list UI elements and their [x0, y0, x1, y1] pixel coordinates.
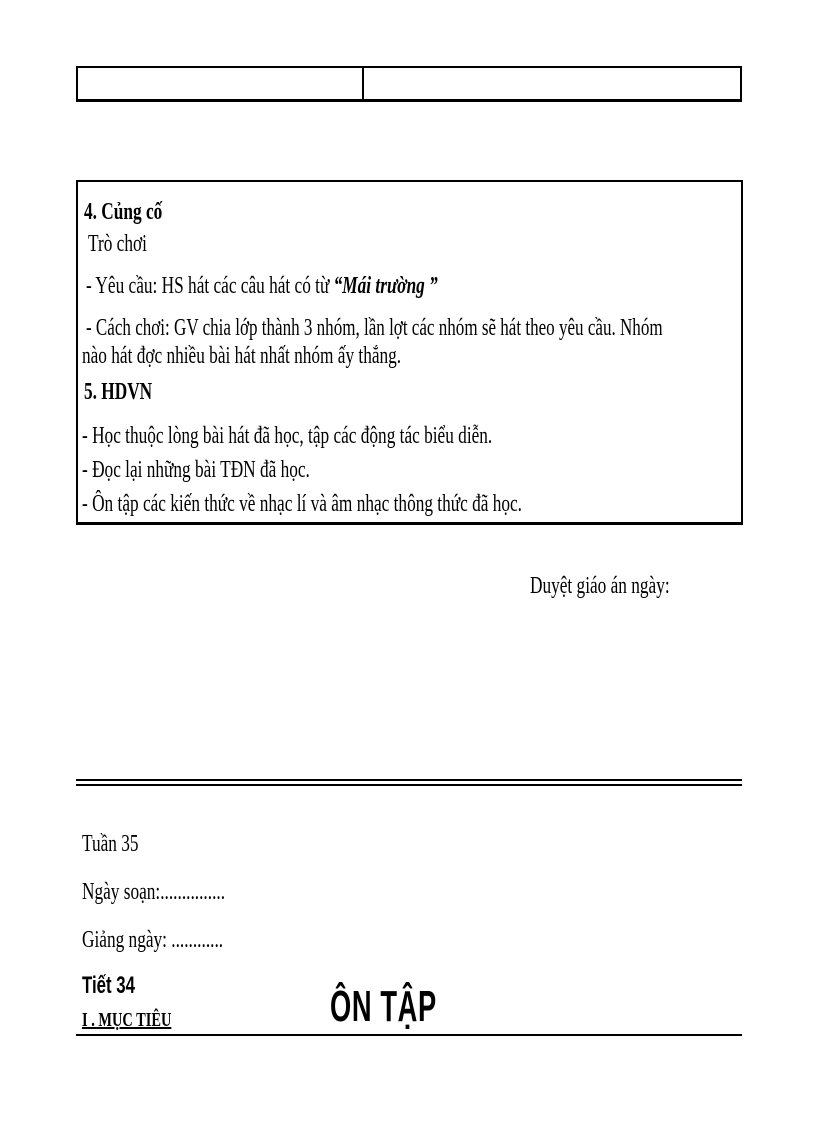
week-label: Tuần 35 [82, 831, 139, 857]
rule-line-2: nào hát đợc nhiều bài hát nhất nhóm ấy thắng. [82, 343, 402, 369]
top-table [76, 66, 742, 102]
requirement-line: - Yêu cầu: HS hát các câu hát có từ “Mái trường ” [86, 273, 438, 299]
lesson-box [76, 180, 743, 525]
divider-rule [76, 779, 742, 781]
period-label: Tiết 34 [82, 972, 135, 999]
table-divider [362, 68, 364, 99]
rule-line-1: - Cách chơi: GV chia lớp thành 3 nhóm, lần lợt các nhóm sẽ hát theo yêu cầu. Nhóm [86, 315, 663, 341]
section-muc-tieu: I . MỤC TIÊU [82, 1009, 172, 1030]
bottom-rule [76, 1034, 742, 1036]
section-heading-cung-co: 4. Củng cố [84, 199, 163, 225]
hdvn-item: - Ôn tập các kiến thức về nhạc lí và âm nhạc thông thức đã học. [82, 491, 523, 517]
keyword-mai-truong: Mái trường [342, 273, 425, 299]
lesson-title: ÔN TẬP [330, 982, 437, 1031]
hdvn-item: - Đọc lại những bài TĐN đã học. [82, 457, 310, 483]
subheading-tro-choi: Trò chơi [88, 231, 147, 257]
prep-date-label: Ngày soạn:............... [82, 879, 226, 905]
hdvn-item: - Học thuộc lòng bài hát đã học, tập các động tác biểu diễn. [82, 423, 493, 449]
section-heading-hdvn: 5. HDVN [84, 379, 153, 405]
approval-label: Duyệt giáo án ngày: [530, 573, 670, 599]
divider-rule [76, 784, 742, 786]
teach-date-label: Giảng ngày: ............ [82, 927, 224, 953]
